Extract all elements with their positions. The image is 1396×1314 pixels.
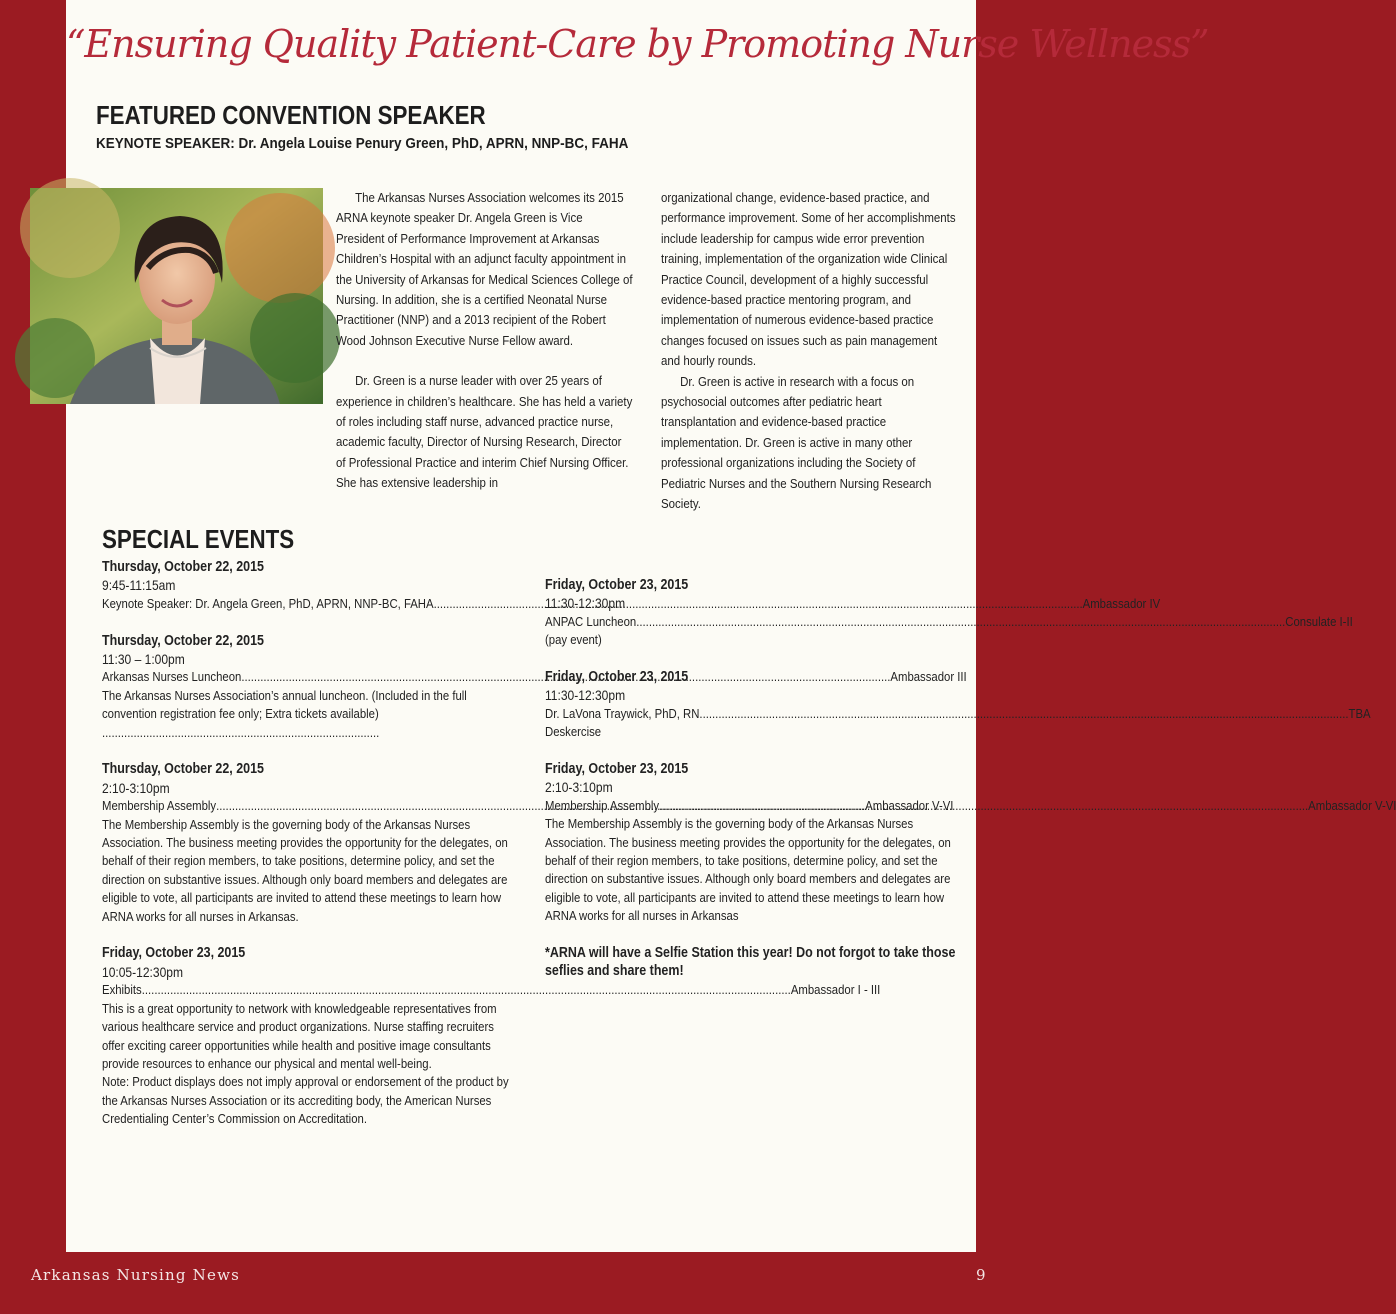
- event-title: ANPAC Luncheon: [545, 613, 637, 629]
- convention-tagline: “Ensuring Quality Patient-Care by Promoting Nurse Wellness”: [66, 22, 1209, 66]
- event-time: 10:05-12:30pm: [102, 963, 184, 980]
- event-description: The Arkansas Nurses Association’s annual luncheon. (Included in the full convention registration fee only; Extra tickets available) ........................................................................................: [102, 687, 467, 740]
- event-time: 9:45-11:15am: [102, 577, 176, 594]
- bio-paragraph: organizational change, evidence-based practice, and performance improvement. Some of her accomplishments include leadership for campus wide error prevention training, implementation of the organization wide Clinical Practice Council, development of a highly successful evidence-based practice mentoring program, and implementation of numerous evidence-based practice changes focused on issues such as pain management and hourly rounds.: [661, 190, 956, 369]
- bio-paragraph: The Arkansas Nurses Association welcomes its 2015 ARNA keynote speaker Dr. Angela Green is Vice President of Performance Improvement at Arkansas Children’s Hospital with an adjunct faculty appointment in the University of Arkansas for Medical Sciences College of Nursing. In addition, she is a certified Neonatal Nurse Practitioner (NNP) and a 2013 recipient of the Robert Wood Johnson Executive Nurse Fellow award.: [336, 190, 633, 348]
- event-title: Arkansas Nurses Luncheon: [102, 669, 242, 685]
- event-time: 2:10-3:10pm: [102, 779, 170, 796]
- event-time: 2:10-3:10pm: [545, 779, 613, 796]
- dot-leader: [699, 705, 1348, 723]
- event-title-line: [102, 797, 954, 815]
- event-description: Deskercise: [545, 724, 602, 740]
- keynote-speaker-line: KEYNOTE SPEAKER: Dr. Angela Louise Penury Green, PhD, APRN, NNP-BC, FAHA: [96, 135, 629, 152]
- event-item: [545, 760, 1396, 926]
- event-location: Consulate I-II: [1285, 613, 1353, 629]
- event-time: 11:30-12:30pm: [545, 687, 626, 704]
- event-title: Keynote Speaker: Dr. Angela Green, PhD, APRN, NNP-BC, FAHA: [102, 595, 434, 611]
- event-title-line: [545, 797, 1396, 815]
- event-date: Thursday, October 22, 2015: [102, 632, 264, 649]
- event-title: Exhibits: [102, 982, 142, 998]
- bio-column-right: [661, 188, 959, 515]
- bio-column-left: [336, 188, 634, 494]
- event-time: 11:30 – 1:00pm: [102, 651, 185, 668]
- event-location: Ambassador I - III: [790, 982, 881, 998]
- event-location: Ambassador IV: [1082, 595, 1161, 611]
- bio-paragraph: Dr. Green is active in research with a focus on psychosocial outcomes after pediatric heart transplantation and evidence-based practice implementation. Dr. Green is active in many other professional organizations including the Society of Pediatric Nurses and the Southern Nursing Research Society.: [661, 373, 932, 512]
- special-events-heading: SPECIAL EVENTS: [102, 524, 295, 554]
- event-title-line: [545, 705, 1371, 723]
- event-time: 11:30-12:30pm: [545, 595, 626, 612]
- event-date: Thursday, October 22, 2015: [102, 761, 264, 778]
- featured-speaker-heading: FEATURED CONVENTION SPEAKER: [96, 100, 486, 130]
- event-description: (pay event): [545, 632, 602, 648]
- dot-leader: [142, 981, 791, 999]
- event-date: Thursday, October 22, 2015: [102, 559, 264, 575]
- speaker-photo: [30, 188, 323, 404]
- event-location: Ambassador V-VI: [1308, 797, 1396, 813]
- selfie-station-note: *ARNA will have a Selfie Station this year! Do not forgot to take those seflies and share them!: [545, 945, 956, 980]
- bio-paragraph: Dr. Green is a nurse leader with over 25 years of experience in children’s healthcare. She has held a variety of roles including staff nurse, advanced practice nurse, academic faculty, Director of Nursing Research, Director of Professional Practice and interim Chief Nursing Officer. She has extensive leadership in: [336, 373, 633, 491]
- event-title: Membership Assembly: [545, 797, 660, 813]
- event-location: Ambassador III: [890, 669, 967, 685]
- event-location: TBA: [1348, 705, 1371, 721]
- event-title: Membership Assembly: [102, 798, 217, 814]
- event-note: Note: Product displays does not imply approval or endorsement of the product by the Arkansas Nurses Association or its accrediting body, the American Nurses Credentialing Center’s Commission on Accreditation.: [102, 1074, 509, 1127]
- event-description: The Membership Assembly is the governing body of the Arkansas Nurses Association. The business meeting provides the opportunity for the delegates, on behalf of their region members, to take positions, determine policy, and set the direction on substantive issues. Although only board members and delegates are eligible to vote, all participants are invited to attend these meetings to learn how ARNA works for all nurses in Arkansas: [545, 816, 951, 924]
- event-description: This is a great opportunity to network with knowledgeable representatives from various healthcare service and product organizations. Nurse staffing recruiters offer exciting career opportunities while health and positive image consultants provide resources to enhance our physical and mental well-being.: [102, 1000, 497, 1071]
- event-title-line: [545, 613, 1353, 631]
- event-title: Dr. LaVona Traywick, PhD, RN: [545, 705, 700, 721]
- event-item: [545, 668, 1371, 742]
- event-location: Ambassador V-VI: [865, 798, 954, 814]
- event-title-line: [102, 981, 881, 999]
- dot-leader: [636, 613, 1285, 631]
- page-number: 9: [976, 1266, 986, 1284]
- event-description: The Membership Assembly is the governing body of the Arkansas Nurses Association. The business meeting provides the opportunity for the delegates, on behalf of their region members, to take positions, determine policy, and set the direction on substantive issues. Although only board members and delegates are eligible to vote, all participants are invited to attend these meetings to learn how ARNA works for all nurses in Arkansas.: [102, 816, 508, 924]
- event-date: Friday, October 23, 2015: [545, 761, 689, 778]
- publication-name: Arkansas Nursing News: [31, 1266, 241, 1284]
- event-date: Friday, October 23, 2015: [545, 669, 689, 686]
- dot-leader: [659, 797, 1308, 815]
- event-date: Friday, October 23, 2015: [102, 945, 246, 962]
- event-date: Friday, October 23, 2015: [545, 577, 689, 593]
